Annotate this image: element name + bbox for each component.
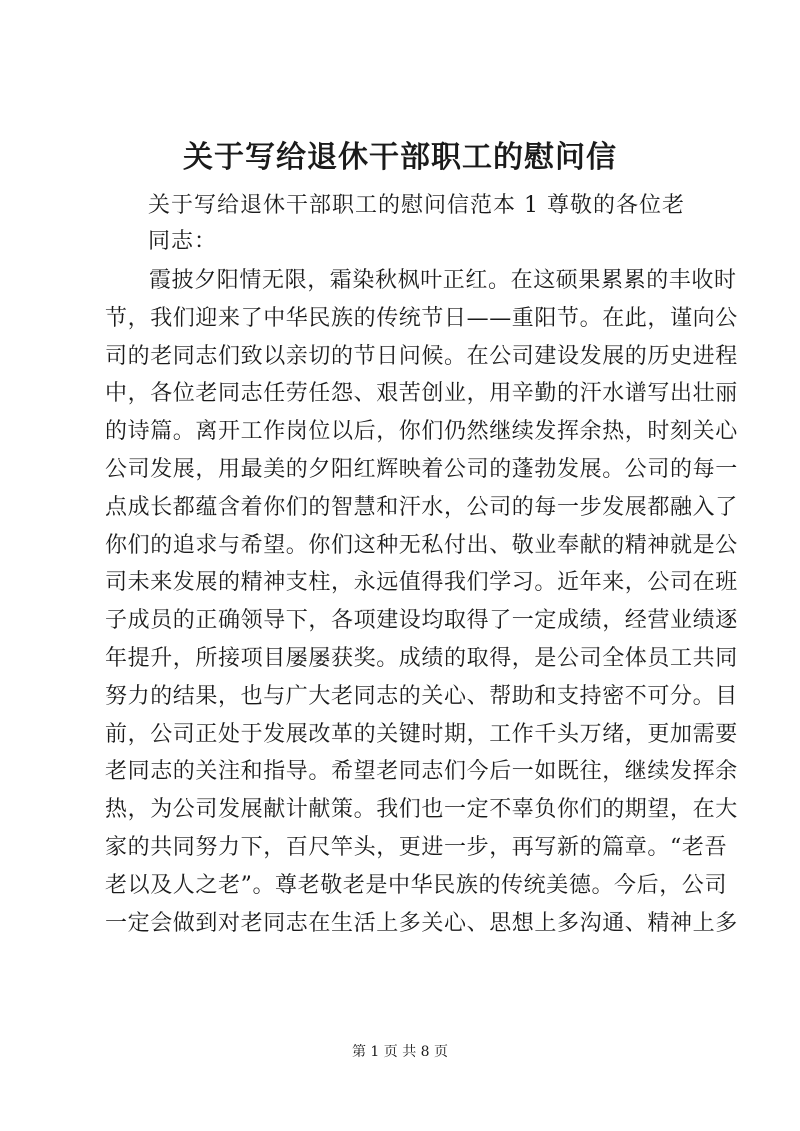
- body-line: 热，为公司发展献计献策。我们也一定不辜负你们的期望，在大: [105, 797, 738, 823]
- body-line: 霞披夕阳情无限，霜染秋枫叶正红。在这硕果累累的丰收时: [149, 268, 737, 293]
- intro-line: 同志：: [148, 229, 218, 254]
- intro-line: 关于写给退休干部职工的慰问信范本 1 尊敬的各位老: [148, 193, 685, 218]
- body-line: 老同志的关注和指导。希望老同志们今后一如既往，继续发挥余: [105, 759, 738, 785]
- body-line: 一定会做到对老同志在生活上多关心、思想上多沟通、精神上多: [105, 910, 738, 936]
- body-line: 司未来发展的精神支柱，永远值得我们学习。近年来，公司在班: [105, 570, 738, 596]
- body-line: 节，我们迎来了中华民族的传统节日——重阳节。在此，谨向公: [105, 305, 738, 331]
- intro-paragraph: [148, 188, 688, 260]
- body-line: 老以及人之老”。尊老敬老是中华民族的传统美德。今后，公司: [105, 872, 728, 898]
- body-line: 子成员的正确领导下，各项建设均取得了一定成绩，经营业绩逐: [105, 608, 738, 634]
- body-line: 努力的结果，也与广大老同志的关心、帮助和支持密不可分。目: [105, 683, 738, 709]
- body-line: 司的老同志们致以亲切的节日问候。在公司建设发展的历史进程: [105, 343, 738, 369]
- body-line: 前，公司正处于发展改革的关键时期，工作千头万绪，更加需要: [105, 721, 738, 747]
- body-line: 中，各位老同志任劳任怨、艰苦创业，用辛勤的汗水谱写出壮丽: [105, 381, 738, 407]
- body-line: 年提升，所接项目屡屡获奖。成绩的取得，是公司全体员工共同: [105, 645, 738, 671]
- body-paragraph: [105, 262, 738, 942]
- page-footer: 第 1 页 共 8 页: [351, 1044, 449, 1060]
- body-line: 家的共同努力下，百尺竿头，更进一步，再写新的篇章。“老吾: [105, 834, 728, 860]
- body-line: 的诗篇。离开工作岗位以后，你们仍然继续发挥余热，时刻关心: [105, 419, 738, 445]
- document-title: 关于写给退休干部职工的慰问信: [183, 140, 617, 175]
- body-line: 点成长都蕴含着你们的智慧和汗水，公司的每一步发展都融入了: [105, 494, 738, 520]
- body-line: 你们的追求与希望。你们这种无私付出、敬业奉献的精神就是公: [105, 532, 738, 558]
- body-line: 公司发展，用最美的夕阳红辉映着公司的蓬勃发展。公司的每一: [105, 456, 738, 482]
